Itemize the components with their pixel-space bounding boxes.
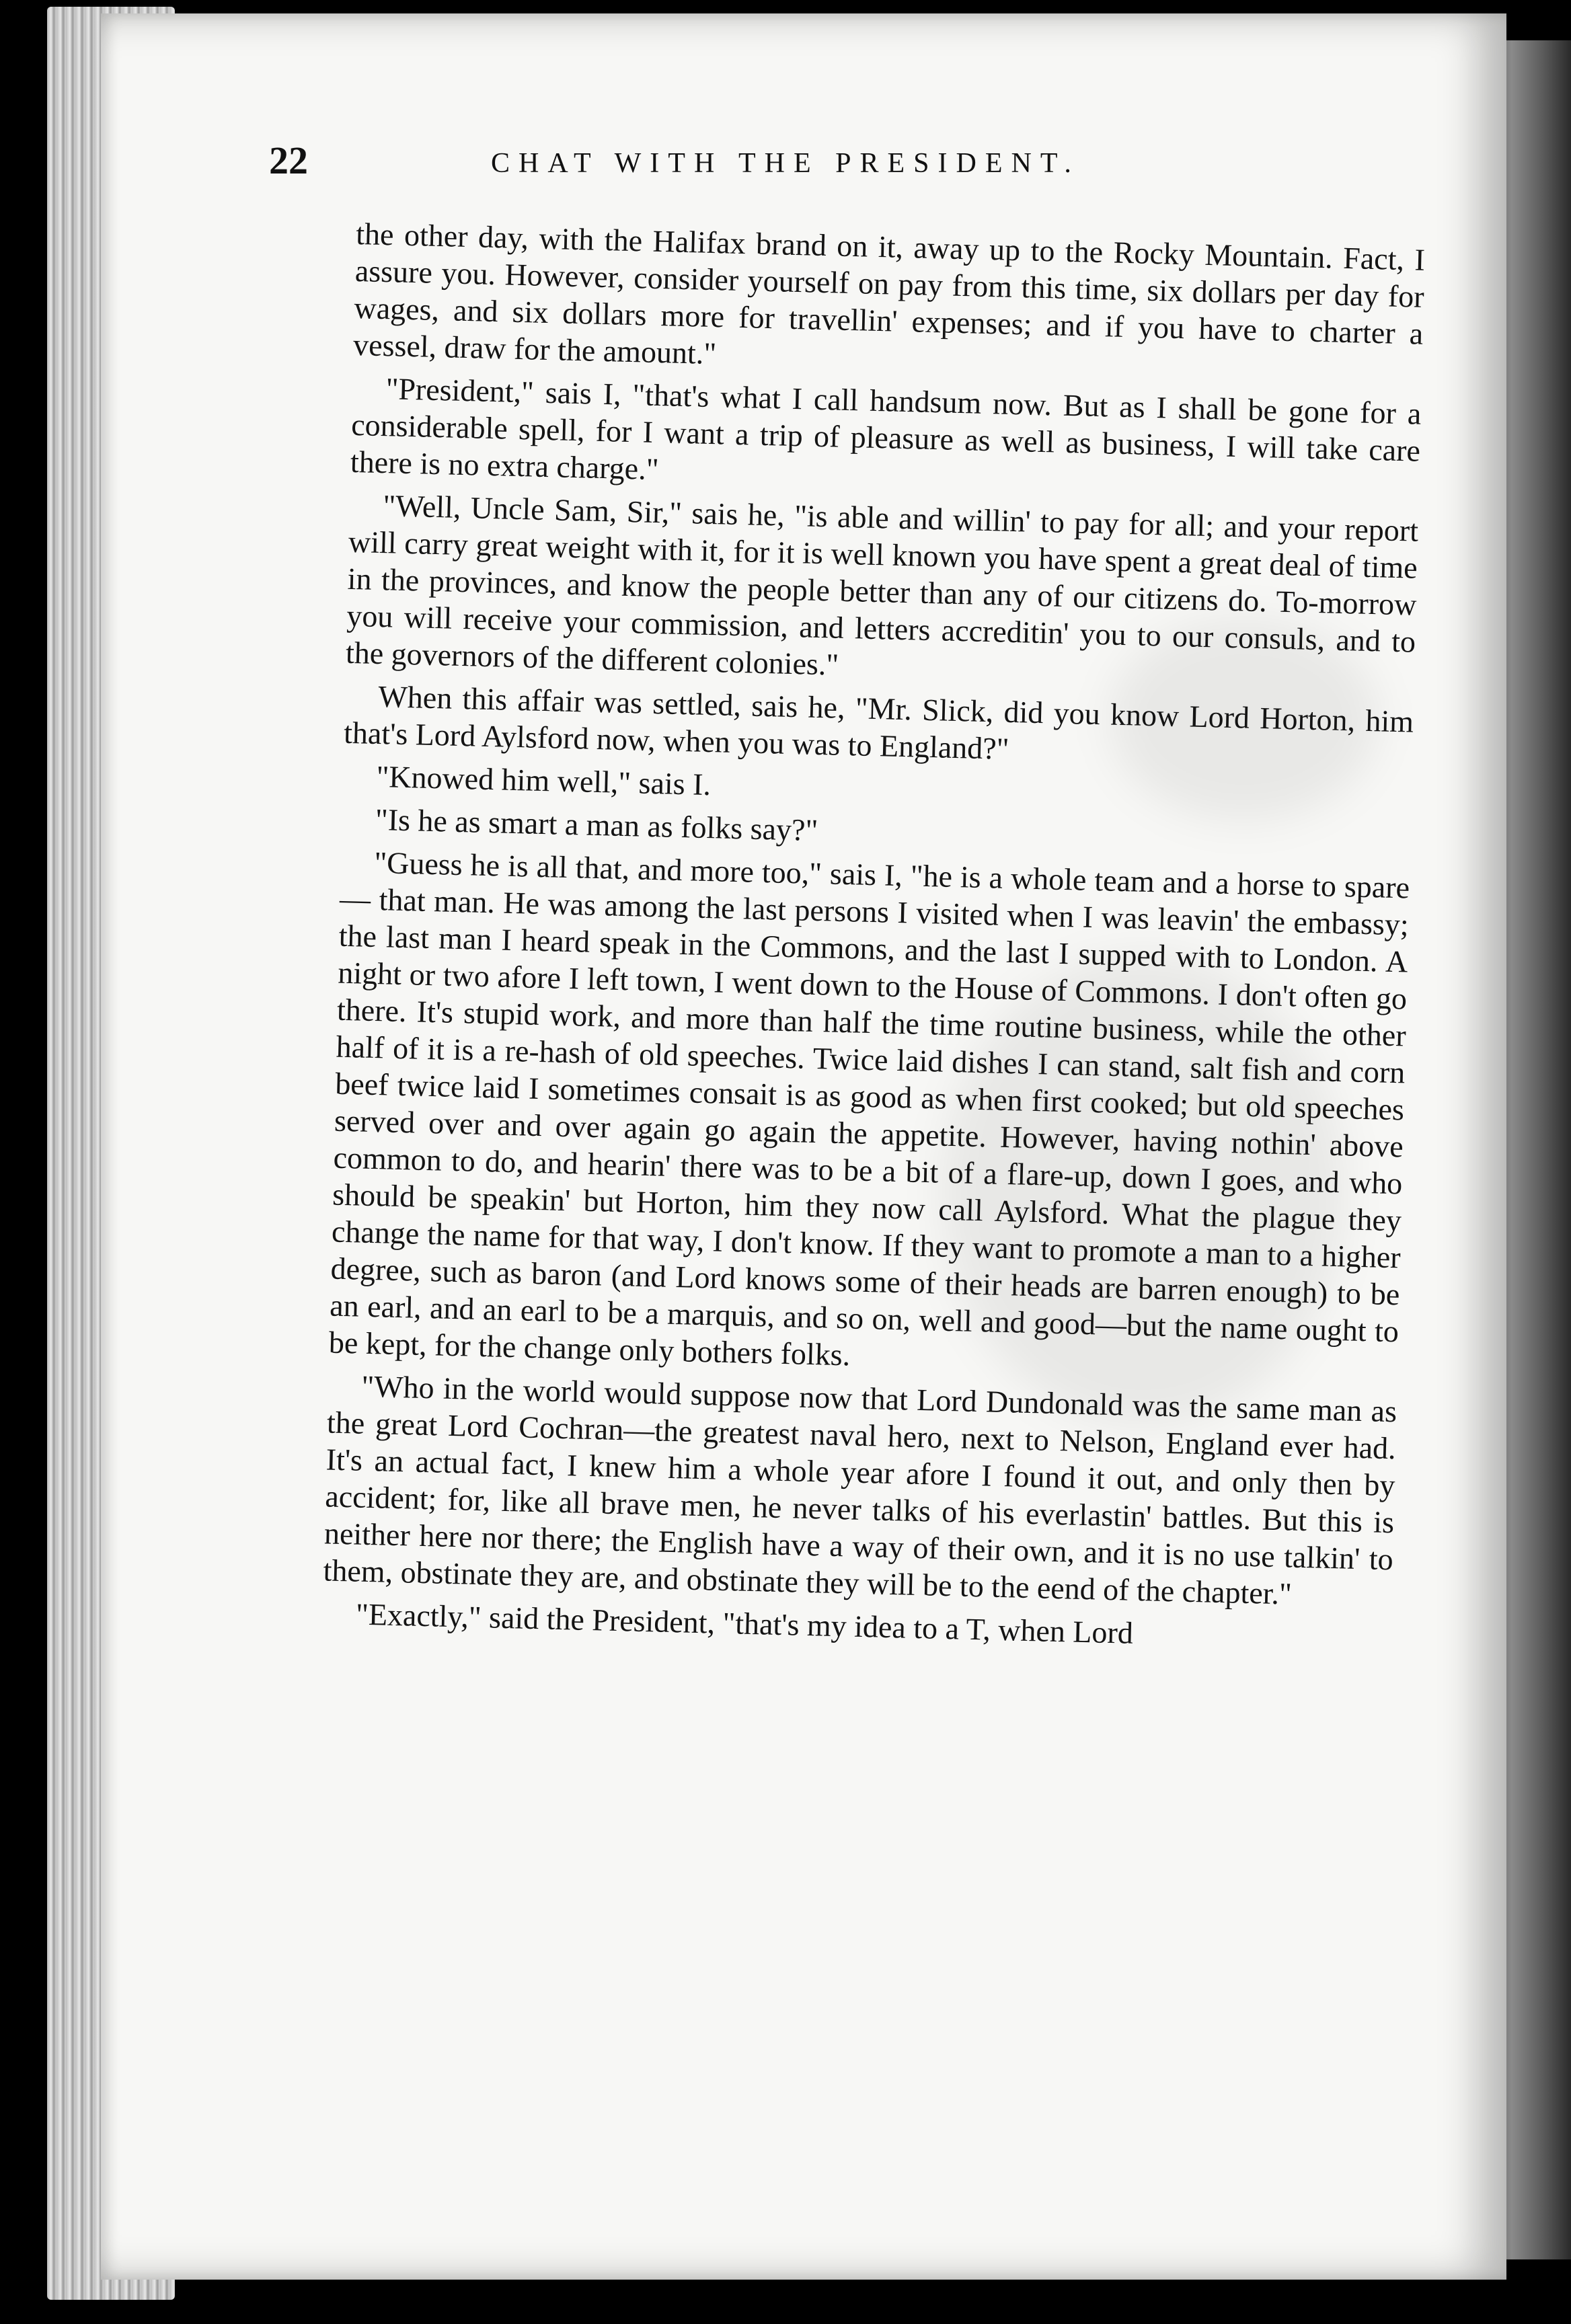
paragraph: "President," sais I, "that's what I call handsum now. But as I shall be gone for a considerable spell, for I want a trip of pleasure as well as business, I will take care there is no extra charge." xyxy=(350,371,1422,487)
body-text xyxy=(321,215,1425,1664)
running-head: CHAT WITH THE PRESIDENT. xyxy=(491,148,1080,179)
page-number: 22 xyxy=(269,139,308,182)
page-header xyxy=(269,138,1231,198)
paragraph: "Is he as smart a man as folks say?" xyxy=(375,802,818,848)
paragraph: "Who in the world would suppose now that Lord Dundonald was the same man as the great Lord Cochran—the greatest naval hero, next to Nelson, England ever had. It's an actual fact, I knew him a whole year afore I found it out, and only then by accident; for, like all brave men, he never talks of his everlastin' battles. But this is neither here nor there; the English have a way of their own, and it is no use talkin' to them, obstinate they are, and obstinate they will be to the eend of the chapter." xyxy=(323,1368,1397,1611)
paragraph: "Guess he is all that, and more too," sais I, "he is a whole team and a horse to spare — that man. He was among the last persons I visited when I was leavin' the embassy; the last man I heard speak in the Commons, and the last I supped with to London. A night or two afore I left town, I went down to the House of Commons. I don't often go there. It's stupid work, and more than half the time routine business, while the other half of it is a re-hash of old speeches. Twice laid dishes I can stand, salt fish and corn beef twice laid I sometimes consait is as good as when first cooked; but old speeches served over and over again go again the appetite. However, having nothin' above common to do, and hearin' there was to be a bit of a flare-up, down I goes, and who should be speakin' but Horton, him they now call Aylsford. What the plague they change the name for that way, I don't know. If they want to promote a man to a higher degree, such as baron (and Lord knows some of their heads are barren enough) to be an earl, and an earl to be a marquis, and so on, well and good—but the name ought to be kept, for the change only bothers folks. xyxy=(328,845,1410,1372)
paragraph: When this affair was settled, sais he, "Mr. Slick, did you know Lord Horton, him that's Lord Aylsford now, when you was to England?" xyxy=(343,679,1414,766)
paragraph: "Exactly," said the President, "that's my idea to a T, when Lord xyxy=(355,1596,1134,1650)
paragraph: the other day, with the Halifax brand on it, away up to the Rocky Mountain. Fact, I assure you. However, consider yourself on pay from this time, six dollars per day for wages, and six dollars more for travellin' expenses; and if you have to charter a vessel, draw for the amount." xyxy=(352,216,1426,371)
paragraph: "Well, Uncle Sam, Sir," sais he, "is able and willin' to pay for all; and your report will carry great weight with it, for it is well known you have spent a great deal of time in the provinces, and know the people better than any of our citizens do. To-morrow you will receive your commission, and letters accreditin' you to our consuls, and to the governors of the different colonies." xyxy=(345,488,1419,682)
paragraph: "Knowed him well," sais I. xyxy=(375,759,712,802)
